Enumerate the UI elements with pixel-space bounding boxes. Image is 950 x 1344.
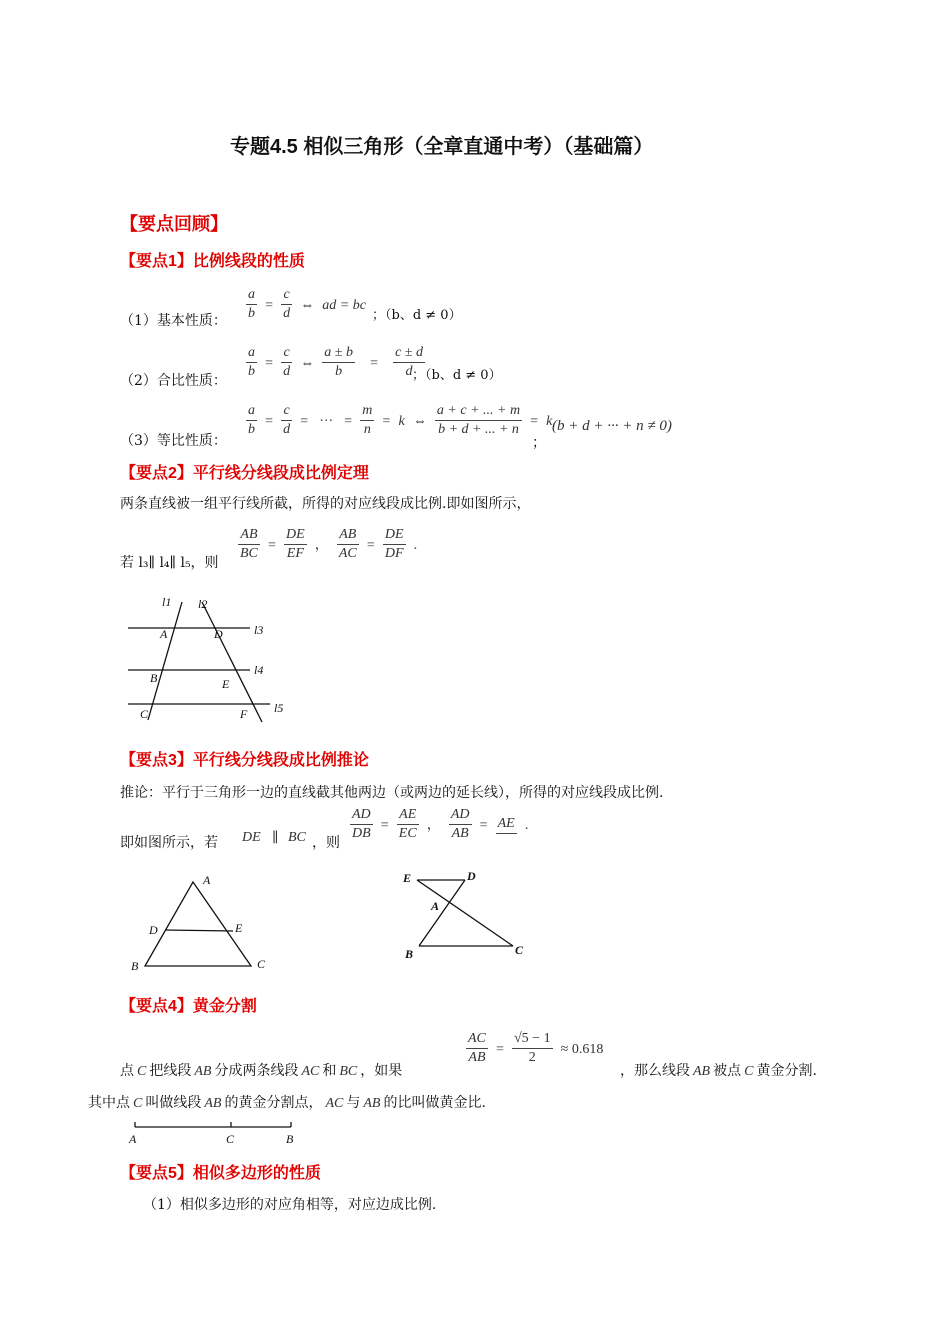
fig-label-C: C	[140, 707, 149, 721]
p2-compound-condition: ；（b、d ≠ 0）	[412, 368, 502, 383]
seg-label-A: A	[129, 1132, 137, 1146]
fig-label-l5: l5	[274, 701, 284, 715]
fig-label-l4: l4	[254, 663, 264, 677]
point5-heading: 【要点5】相似多边形的性质	[120, 1165, 321, 1182]
p3-equal-ratio-semicolon: ；	[532, 435, 546, 451]
equal-ratio-formula: $\frac{a}{b}$ = $\frac{c}{d}$ = ··· = $\frac{m}{n}$ = k ⇔ $\frac{a + c + ... + m}{b + d + ... + n}$ = k	[248, 403, 553, 437]
point3-line2-a: 即如图所示，若	[120, 835, 218, 851]
p1-basic-condition: ；（b、d ≠ 0）	[372, 308, 462, 323]
tri-label-B: B	[131, 959, 139, 973]
p2-compound-label: （2）合比性质：	[120, 373, 227, 389]
cross-label-D: D	[467, 869, 476, 883]
basic-property-formula: $\frac{a}{b}$ = $\frac{c}{d}$ ⇔ ad = bc	[248, 287, 366, 321]
crossed-triangle-figure	[395, 862, 545, 967]
point3-parallel: ∥	[272, 831, 279, 846]
line-l1	[148, 602, 182, 720]
cross-label-A: A	[431, 899, 440, 913]
corollary-formula: $\frac{AD}{DB}$ = $\frac{AE}{EC}$ ， $\frac{AD}{AB}$ = AE .	[352, 807, 529, 841]
point3-text: 推论：平行于三角形一边的直线截其他两边（或两边的延长线），所得的对应线段成比例.	[120, 785, 664, 801]
cross-label-B: B	[405, 947, 414, 961]
fig-label-E: E	[222, 677, 230, 691]
cross-label-C: C	[515, 943, 524, 957]
fig-label-B: B	[150, 671, 158, 685]
triangle-figure	[125, 870, 275, 980]
point2-text: 两条直线被一组平行线所截，所得的对应线段成比例.即如图所示，	[120, 496, 531, 512]
fig-label-D: D	[214, 627, 223, 641]
point4-line2: 其中点 C 叫做线段 AB 的黄金分割点， AC 与 AB 的比叫做黄金比.	[88, 1095, 486, 1111]
p3-equal-ratio-condition: (b + d + ··· + n ≠ 0)	[552, 418, 672, 434]
page-title: 专题4.5 相似三角形（全章直通中考）（基础篇）	[230, 136, 654, 158]
point3-heading: 【要点3】平行线分线段成比例推论	[120, 752, 369, 769]
point3-DE: DE	[242, 830, 261, 845]
point1-heading: 【要点1】比例线段的性质	[120, 253, 305, 270]
golden-segment-figure	[125, 1118, 305, 1150]
point4-line1: 点 C 把线段 AB 分成两条线段 AC 和 BC ，如果	[120, 1063, 403, 1079]
tri-label-D: D	[149, 923, 158, 937]
seg-label-C: C	[226, 1132, 235, 1146]
intercept-theorem-formula: $\frac{AB}{BC}$ = $\frac{DE}{EF}$ ， $\frac{AB}{AC}$ = $\frac{DE}{DF}$ .	[240, 527, 418, 561]
p3-equal-ratio-label: （3）等比性质：	[120, 433, 227, 449]
compound-property-formula: $\frac{a}{b}$ = $\frac{c}{d}$ ⇔ $\frac{a \pm b}{b}$ = $\frac{c \pm d}{d}$	[248, 345, 423, 379]
cross-label-E: E	[403, 871, 412, 885]
fig-label-l2: l2	[198, 597, 208, 611]
tri-label-C: C	[257, 957, 266, 971]
point2-if-text: 若 l₃∥ l₄∥ l₅，则	[120, 555, 219, 571]
point4-heading: 【要点4】黄金分割	[120, 998, 257, 1015]
fig-label-l3: l3	[254, 623, 264, 637]
point3-BC: BC	[288, 830, 306, 845]
fig-label-A: A	[160, 627, 168, 641]
point2-heading: 【要点2】平行线分线段成比例定理	[120, 465, 369, 482]
tri-label-A: A	[203, 873, 211, 887]
fig-label-l1: l1	[162, 595, 172, 609]
point5-p1: （1）相似多边形的对应角相等，对应边成比例.	[143, 1197, 437, 1213]
fig-label-F: F	[240, 707, 248, 721]
point4-line1-end: ，那么线段 AB 被点 C 黄金分割.	[620, 1063, 817, 1079]
seg-label-B: B	[286, 1132, 294, 1146]
parallel-lines-figure	[120, 590, 300, 730]
point3-line2-b: ，则	[312, 835, 340, 851]
tri-label-E: E	[235, 921, 243, 935]
p1-basic-label: （1）基本性质：	[120, 313, 227, 329]
section-heading: 【要点回顾】	[120, 214, 228, 234]
golden-ratio-formula: $\frac{AC}{AB}$ = $\frac{√5 - 1}{2}$ ≈ 0.618	[468, 1031, 604, 1065]
